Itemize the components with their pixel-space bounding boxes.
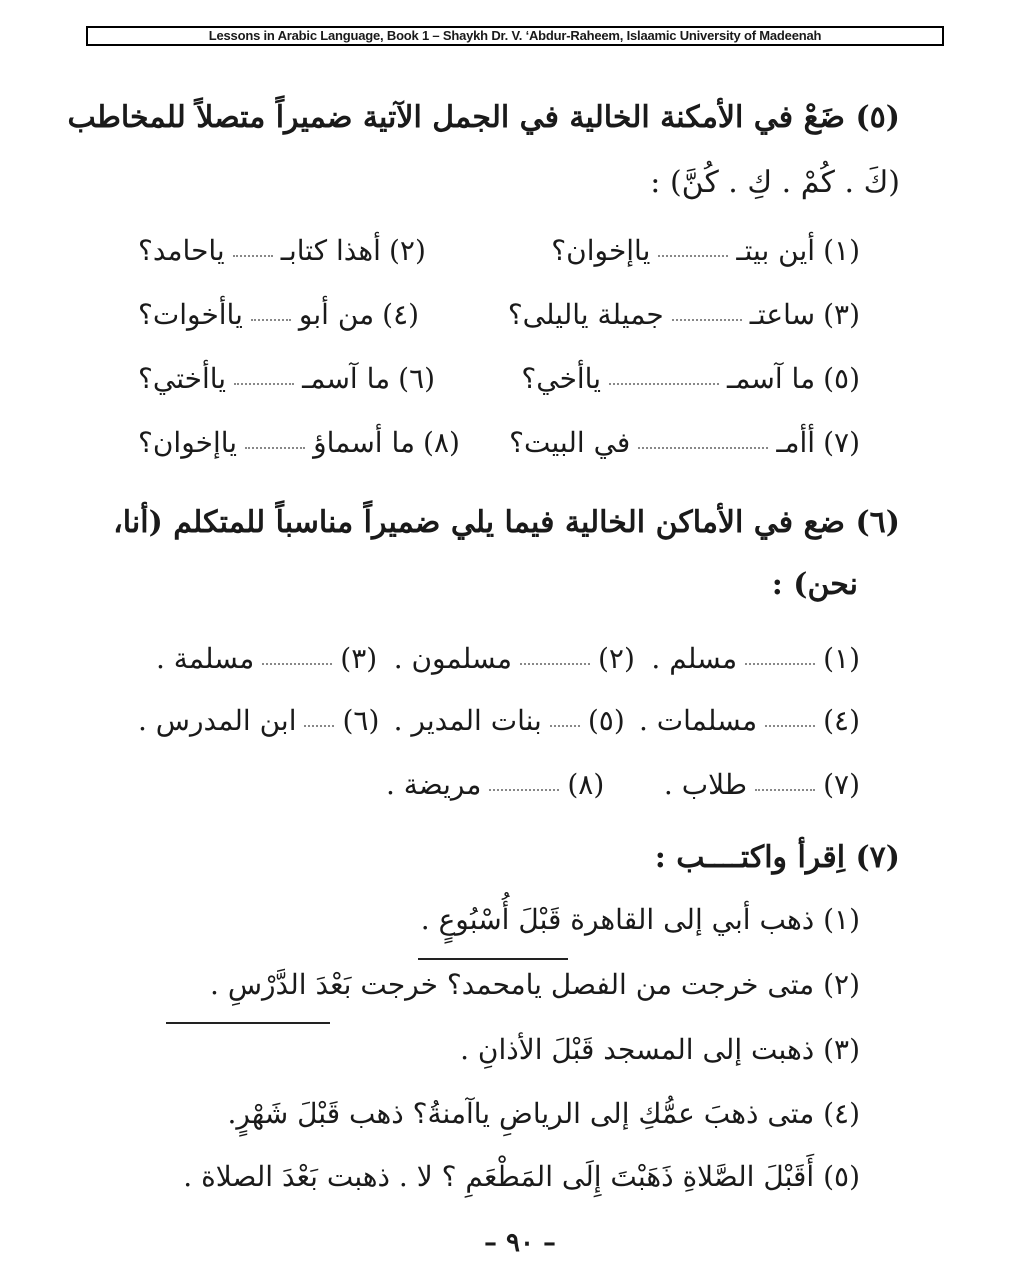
item-number: (٦) <box>398 361 436 395</box>
blank-space <box>245 433 305 449</box>
exercise-6-row <box>138 696 860 744</box>
exercise-item <box>138 362 435 395</box>
exercise-5-title-line1: (٥) ضَعْ في الأمكنة الخالية في الجمل الآتية ضميراً متصلاً للمخاطب <box>67 100 900 135</box>
blank-space <box>304 711 334 727</box>
item-word: مريضة . <box>386 767 482 801</box>
exercise-5-title-line2: (كَ . كُمْ . كِ . كُنَّ) : <box>650 165 900 200</box>
item-tail: ياحامد؟ <box>138 233 225 267</box>
exercise-6-title-line1: (٦) ضع في الأماكن الخالية فيما يلي ضميراً مناسباً للمتكلم (أنا، <box>113 505 900 540</box>
item-number: (١) <box>823 233 860 267</box>
sentence-1: (١) ذهب أبي إلى القاهرة قَبْلَ أُسْبُوعٍ . <box>420 903 860 936</box>
item-number: (٤) <box>382 297 420 331</box>
blank-space <box>550 711 580 727</box>
item-number: (٥) <box>587 703 625 737</box>
exercise-5-row <box>138 226 860 274</box>
item-number: (٧) <box>823 425 860 459</box>
blank-space <box>672 305 742 321</box>
item-number: (٤) <box>823 703 860 737</box>
item-tail: ياأخي؟ <box>521 361 602 395</box>
exercise-item <box>551 234 860 267</box>
exercise-item <box>138 234 426 267</box>
exercise-6-title-line2: نحن) : <box>771 567 858 602</box>
page-number: – ٩٠ – <box>483 1228 557 1258</box>
exercise-item <box>394 642 635 675</box>
sentence-5: (٥) أَقَبْلَ الصَّلاةِ ذَهَبْتَ إِلَى المَطْعَمِ ؟ لا . ذهبت بَعْدَ الصلاة . <box>183 1160 860 1193</box>
exercise-5-row <box>138 354 860 402</box>
blank-space <box>755 775 815 791</box>
exercise-6-row <box>156 634 860 682</box>
item-word: ابن المدرس . <box>138 703 297 737</box>
sentence-3: (٣) ذهبت إلى المسجد قَبْلَ الأذانِ . <box>460 1033 860 1066</box>
exercise-item <box>156 642 377 675</box>
exercise-item <box>521 362 860 395</box>
item-tail: ياإخوان؟ <box>138 425 238 459</box>
exercise-5-row <box>138 418 860 466</box>
exercise-7-title: (٧) اِقرأ واكتــــب : <box>654 840 900 875</box>
item-number: (٥) <box>823 361 860 395</box>
blank-space <box>520 649 590 665</box>
item-tail: جميلة ياليلى؟ <box>507 297 664 331</box>
exercise-item <box>386 768 604 801</box>
item-number: (٣) <box>340 641 378 675</box>
item-number: (١) <box>823 641 860 675</box>
blank-space <box>234 369 294 385</box>
item-word: مسلم . <box>651 641 738 675</box>
blank-space <box>745 649 815 665</box>
exercise-item <box>509 426 860 459</box>
blank-space <box>609 369 719 385</box>
blank-space <box>638 433 768 449</box>
blank-space <box>765 711 815 727</box>
exercise-item <box>651 642 860 675</box>
item-text: أهذا كتابـ <box>280 233 381 267</box>
blank-space <box>251 305 291 321</box>
underline <box>166 1022 330 1024</box>
exercise-item <box>138 426 460 459</box>
item-word: بنات المدير . <box>393 703 542 737</box>
item-number: (٢) <box>388 233 426 267</box>
exercise-item <box>394 704 625 737</box>
exercise-item <box>138 704 379 737</box>
exercise-item <box>664 768 860 801</box>
item-word: مسلمة . <box>156 641 255 675</box>
blank-space <box>233 241 273 257</box>
item-word: طلاب . <box>663 767 748 801</box>
item-tail: ياأخوات؟ <box>138 297 243 331</box>
blank-space <box>489 775 559 791</box>
blank-space <box>262 649 332 665</box>
item-number: (٨) <box>567 767 605 801</box>
exercise-item <box>639 704 860 737</box>
exercise-item <box>508 298 860 331</box>
exercise-6-row <box>386 760 860 808</box>
underline <box>418 958 568 960</box>
blank-space <box>658 241 728 257</box>
item-number: (٦) <box>342 703 380 737</box>
exercise-item <box>138 298 419 331</box>
item-tail: في البيت؟ <box>509 425 631 459</box>
item-text: ما آسمـ <box>727 361 816 395</box>
item-number: (٨) <box>423 425 460 459</box>
exercise-5-row <box>138 290 860 338</box>
item-tail: ياإخوان؟ <box>551 233 651 267</box>
item-text: ساعتـ <box>749 297 816 331</box>
item-number: (٣) <box>823 297 860 331</box>
item-number: (٢) <box>597 641 635 675</box>
book-header: Lessons in Arabic Language, Book 1 – Shaykh Dr. V. ‘Abdur-Raheem, Islaamic University of Madeenah <box>86 26 944 46</box>
item-tail: ياأختي؟ <box>138 361 227 395</box>
sentence-4: (٤) متى ذهبَ عمُّكِ إلى الرياضِ ياآمنةُ؟ ذهب قَبْلَ شَهْرٍ. <box>227 1097 860 1130</box>
sentence-2: (٢) متى خرجت من الفصل يامحمد؟ خرجت بَعْدَ الدَّرْسِ . <box>210 968 860 1001</box>
item-text: أأمـ <box>776 425 816 459</box>
item-word: مسلمون . <box>393 641 512 675</box>
item-word: مسلمات . <box>638 703 758 737</box>
item-text: ما أسماؤ <box>313 425 416 459</box>
item-text: من أبو <box>298 297 375 331</box>
item-text: أين بيتـ <box>736 233 816 267</box>
item-text: ما آسمـ <box>302 361 391 395</box>
item-number: (٧) <box>823 767 860 801</box>
